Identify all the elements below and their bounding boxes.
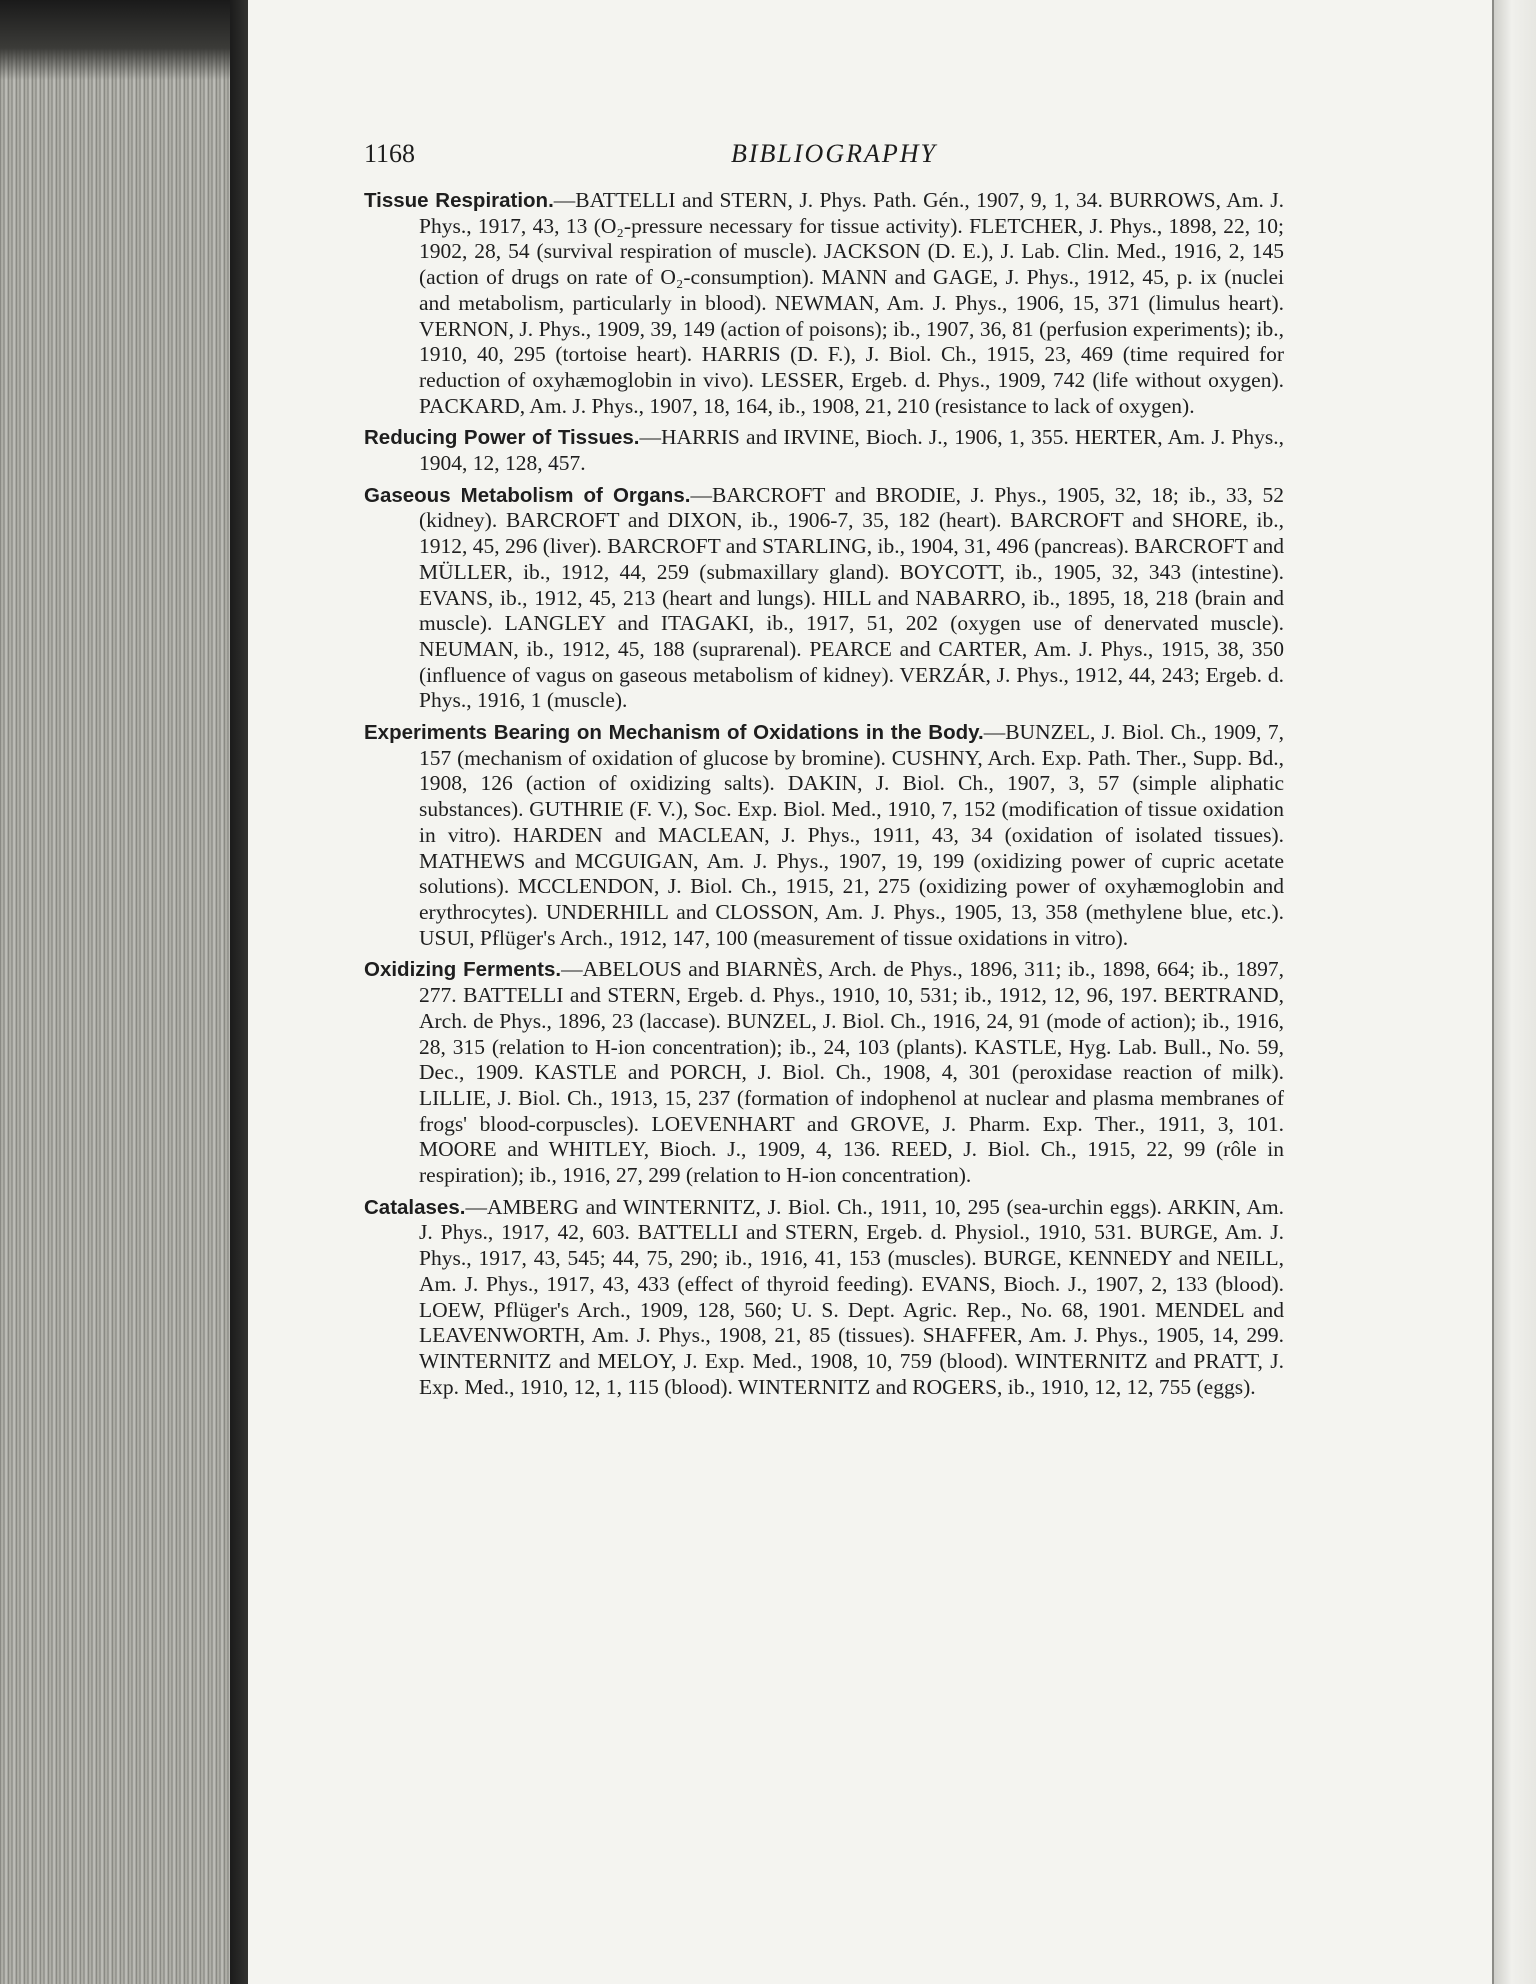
entry-heading: Reducing Power of Tissues. (364, 426, 640, 450)
book-cover-top (0, 0, 250, 80)
entry-heading: Catalases. (364, 1195, 466, 1219)
entry-text: —HARRIS and IRVINE, Bioch. J., 1906, 1, 355. HERTER, Am. J. Phys., 1904, 12, 128, 457. (419, 425, 1284, 476)
bibliography-entry (364, 425, 1284, 476)
page-header (364, 139, 1304, 177)
bibliography-entry (364, 720, 1284, 951)
entry-heading: Tissue Respiration. (364, 189, 554, 212)
bibliography-entry (364, 1195, 1284, 1401)
bibliography-entry (364, 188, 1284, 419)
bibliography-entry (364, 957, 1284, 1188)
entry-text: —BUNZEL, J. Biol. Ch., 1909, 7, 157 (mechanism of oxidation of glucose by bromine). CUSHNY, Arch. Exp. Path. Ther., Supp. Bd., 1908, 126 (action of oxidizing salts). DAKIN, J. Biol. Ch., 1907, 3, 57 (simple aliphatic substances). GUTHRIE (F. V.), Soc. Exp. Biol. Med., 1910, 7, 152 (modification of tissue oxidation in vitro). HARDEN and MACLEAN, J. Phys., 1911, 43, 34 (oxidation of isolated tissues). MATHEWS and MCGUIGAN, Am. J. Phys., 1907, 19, 199 (oxidizing power of cupric acetate solutions). MCCLENDON, J. Biol. Ch., 1915, 21, 275 (oxidizing power of oxyhæmoglobin and erythrocytes). UNDERHILL and CLOSSON, Am. J. Phys., 1905, 13, 358 (methylene blue, etc.). USUI, Pflüger's Arch., 1912, 147, 100 (measurement of tissue oxidations in vitro). (419, 720, 1284, 950)
entry-heading: Oxidizing Ferments. (364, 958, 562, 982)
bibliography-entry (364, 483, 1284, 714)
entry-heading: Gaseous Metabolism of Organs. (364, 483, 691, 507)
entry-text: —ABELOUS and BIARNÈS, Arch. de Phys., 1896, 311; ib., 1898, 664; ib., 1897, 277. BATTELLI and STERN, Ergeb. d. Phys., 1910, 10, 531; ib., 1912, 12, 96, 197. BERTRAND, Arch. de Phys., 1896, 23 (laccase). BUNZEL, J. Biol. Ch., 1916, 24, 91 (mode of action); ib., 1916, 28, 315 (relation to H-ion concentration); ib., 24, 103 (plants). KASTLE, Hyg. Lab. Bull., No. 59, Dec., 1909. KASTLE and PORCH, J. Biol. Ch., 1908, 4, 301 (peroxidase reaction of milk). LILLIE, J. Biol. Ch., 1913, 15, 237 (formation of indophenol at nuclear and plasma membranes of frogs' blood-corpuscles). LOEVENHART and GROVE, J. Pharm. Exp. Ther., 1911, 3, 101. MOORE and WHITLEY, Bioch. J., 1909, 4, 136. REED, J. Biol. Ch., 1915, 22, 99 (rôle in respiration); ib., 1916, 27, 299 (relation to H-ion concentration). (419, 957, 1284, 1188)
running-title: BIBLIOGRAPHY (731, 139, 937, 168)
page-number: 1168 (364, 139, 416, 168)
entry-text: —BATTELLI and STERN, J. Phys. Path. Gén., 1907, 9, 1, 34. BURROWS, Am. J. Phys., 1917, 43, 13 (O₂-pressure necessary for tissue activity). FLETCHER, J. Phys., 1898, 22, 10; 1902, 28, 54 (survival respiration of muscle). JACKSON (D. E.), J. Lab. Clin. Med., 1916, 2, 145 (action of drugs on rate of O₂-consumption). MANN and GAGE, J. Phys., 1912, 45, p. ix (nuclei and metabolism, particularly in blood). NEWMAN, Am. J. Phys., 1906, 15, 371 (limulus heart). VERNON, J. Phys., 1909, 39, 149 (action of poisons); ib., 1907, 36, 81 (perfusion experiments); ib., 1910, 40, 295 (tortoise heart). HARRIS (D. F.), J. Biol. Ch., 1915, 23, 469 (time required for reduction of oxyhæmoglobin in vivo). LESSER, Ergeb. d. Phys., 1909, 742 (life without oxygen). PACKARD, Am. J. Phys., 1907, 18, 164, ib., 1908, 21, 210 (resistance to lack of oxygen). (419, 188, 1284, 418)
entry-text: —AMBERG and WINTERNITZ, J. Biol. Ch., 1911, 10, 295 (sea-urchin eggs). ARKIN, Am. J. Phys., 1917, 42, 603. BATTELLI and STERN, Ergeb. d. Physiol., 1910, 531. BURGE, Am. J. Phys., 1917, 43, 545; 44, 75, 290; ib., 1916, 41, 153 (muscles). BURGE, KENNEDY and NEILL, Am. J. Phys., 1917, 43, 433 (effect of thyroid feeding). EVANS, Bioch. J., 1907, 2, 133 (blood). LOEW, Pflüger's Arch., 1909, 128, 560; U. S. Dept. Agric. Rep., No. 68, 1901. MENDEL and LEAVENWORTH, Am. J. Phys., 1908, 21, 85 (tissues). SHAFFER, Am. J. Phys., 1905, 14, 299. WINTERNITZ and MELOY, J. Exp. Med., 1908, 10, 759 (blood). WINTERNITZ and PRATT, J. Exp. Med., 1910, 12, 1, 115 (blood). WINTERNITZ and ROGERS, ib., 1910, 12, 12, 755 (eggs). (419, 1194, 1284, 1399)
bibliography-entries (364, 188, 1284, 1406)
book-page-edges (0, 0, 250, 1984)
entry-text: —BARCROFT and BRODIE, J. Phys., 1905, 32, 18; ib., 33, 52 (kidney). BARCROFT and DIXON, ib., 1906-7, 35, 182 (heart). BARCROFT and SHORE, ib., 1912, 45, 296 (liver). BARCROFT and STARLING, ib., 1904, 31, 496 (pancreas). BARCROFT and MÜLLER, ib., 1912, 44, 259 (submaxillary gland). BOYCOTT, ib., 1905, 32, 343 (intestine). EVANS, ib., 1912, 45, 213 (heart and lungs). HILL and NABARRO, ib., 1895, 18, 218 (brain and muscle). LANGLEY and ITAGAKI, ib., 1917, 51, 202 (oxygen use of denervated muscle). NEUMAN, ib., 1912, 45, 188 (suprarenal). PEARCE and CARTER, Am. J. Phys., 1915, 38, 350 (influence of vagus on gaseous metabolism of kidney). VERZÁR, J. Phys., 1912, 44, 243; Ergeb. d. Phys., 1916, 1 (muscle). (419, 482, 1285, 713)
entry-heading: Experiments Bearing on Mechanism of Oxidations in the Body. (364, 721, 984, 745)
next-page-edge (1492, 0, 1536, 1984)
